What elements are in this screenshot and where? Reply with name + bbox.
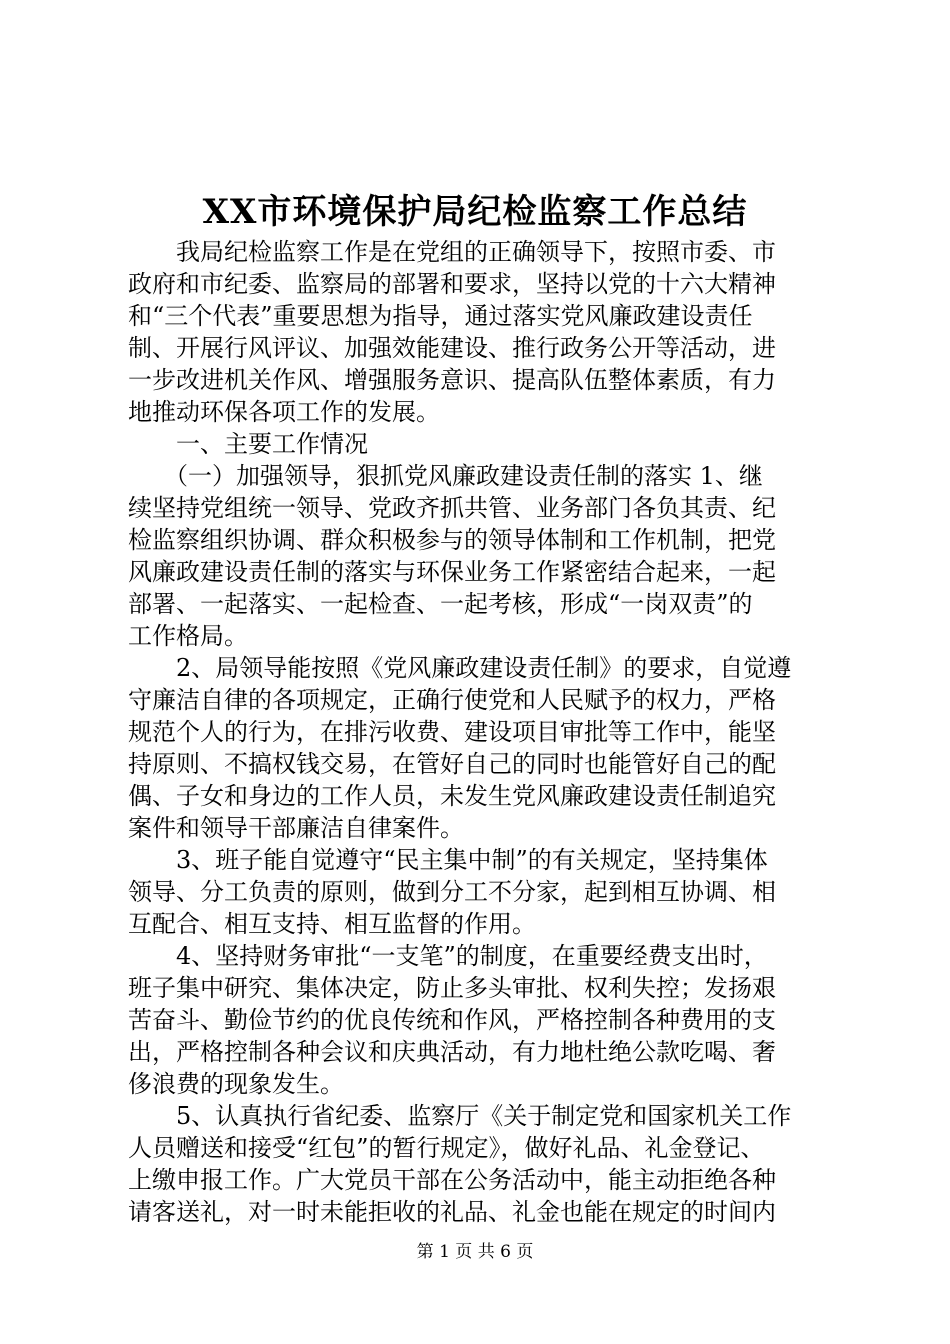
text-line: 检监察组织协调、群众积极参与的领导体制和工作机制，把党 [128,526,776,554]
text-line: 领导、分工负责的原则，做到分工不分家，起到相互协调、相 [128,878,776,906]
text-line: 请客送礼，对一时未能拒收的礼品、礼金也能在规定的时间内 [128,1198,776,1226]
text-line: 续坚持党组统一领导、党政齐抓共管、业务部门各负其责、纪 [128,494,776,522]
text-line: 地推动环保各项工作的发展。 [128,398,440,426]
text-line: 我局纪检监察工作是在党组的正确领导下，按照市委、市 [128,238,776,266]
text-line: 苦奋斗、勤俭节约的优良传统和作风，严格控制各种费用的支 [128,1006,776,1034]
section-heading: 一、主要工作情况 [128,430,368,458]
text-line: 人员赠送和接受“红包”的暂行规定》，做好礼品、礼金登记、 [128,1134,765,1162]
text-line: 规范个人的行为，在排污收费、建设项目审批等工作中，能坚 [128,718,776,746]
text-line: 一步改进机关作风、增强服务意识、提高队伍整体素质，有力 [128,366,776,394]
text-line: 班子集中研究、集体决定，防止多头审批、权利失控；发扬艰 [128,974,776,1002]
text-line: 5、认真执行省纪委、监察厅《关于制定党和国家机关工作 [128,1102,792,1130]
text-line: 侈浪费的现象发生。 [128,1070,344,1098]
text-line: 制、开展行风评议、加强效能建设、推行政务公开等活动，进 [128,334,776,362]
page-footer: 第 1 页 共 6 页 [416,1242,534,1262]
document-title: XX市环境保护局纪检监察工作总结 [202,192,748,232]
text-line: 持原则、不搞权钱交易，在管好自己的同时也能管好自己的配 [128,750,776,778]
document-body [128,236,828,1228]
text-line: （一）加强领导，狠抓党风廉政建设责任制的落实 1、继 [128,462,763,490]
text-line: 互配合、相互支持、相互监督的作用。 [128,910,536,938]
text-line: 2、局领导能按照《党风廉政建设责任制》的要求，自觉遵 [128,654,792,682]
text-line: 4、坚持财务审批“一支笔”的制度，在重要经费支出时， [128,942,768,970]
text-line: 守廉洁自律的各项规定，正确行使党和人民赋予的权力，严格 [128,686,776,714]
text-line: 和“三个代表”重要思想为指导，通过落实党风廉政建设责任 [128,302,753,330]
text-line: 3、班子能自觉遵守“民主集中制”的有关规定，坚持集体 [128,846,768,874]
text-line: 部署、一起落实、一起检查、一起考核，形成“一岗双责”的 [128,590,753,618]
text-line: 政府和市纪委、监察局的部署和要求，坚持以党的十六大精神 [128,270,776,298]
text-line: 工作格局。 [128,622,248,650]
text-line: 案件和领导干部廉洁自律案件。 [128,814,464,842]
text-line: 偶、子女和身边的工作人员，未发生党风廉政建设责任制追究 [128,782,776,810]
text-line: 出，严格控制各种会议和庆典活动，有力地杜绝公款吃喝、奢 [128,1038,776,1066]
text-line: 风廉政建设责任制的落实与环保业务工作紧密结合起来，一起 [128,558,776,586]
text-line: 上缴申报工作。广大党员干部在公务活动中，能主动拒绝各种 [128,1166,776,1194]
